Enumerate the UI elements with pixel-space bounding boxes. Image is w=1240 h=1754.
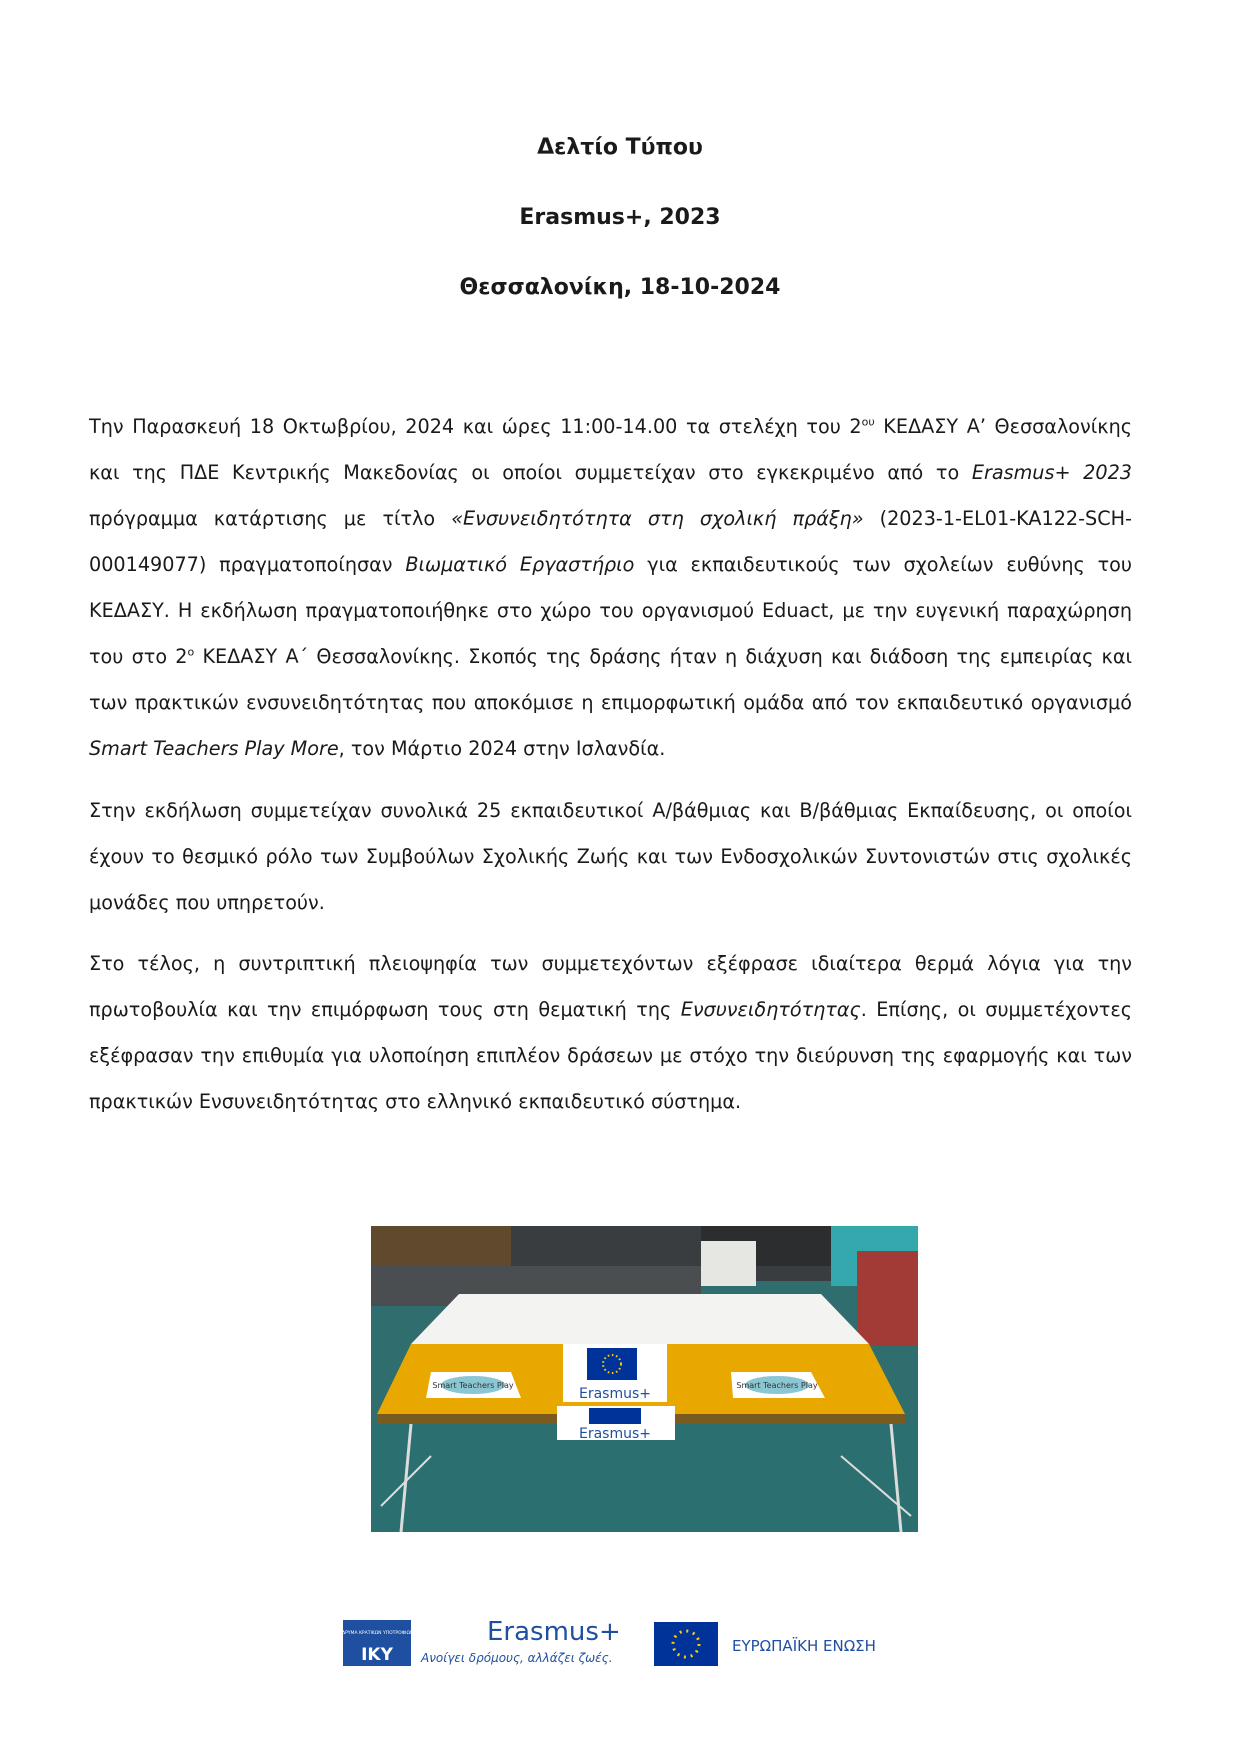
p1-italic-workshop: Βιωματικό Εργαστήριο xyxy=(405,553,635,576)
p1-italic-title: «Ενσυνειδητότητα στη σχολική πράξη» xyxy=(451,507,864,530)
p1-superscript-2: ο xyxy=(187,645,195,659)
iky-small-text: ΙΔΡΥΜΑ ΚΡΑΤΙΚΩΝ ΥΠΟΤΡΟΦΙΩΝ xyxy=(343,1631,414,1636)
paragraph-2: Στην εκδήλωση συμμετείχαν συνολικά 25 εκπαιδευτικοί Α/βάθμιας και Β/βάθμιας Εκπαίδευσης, οι οποίοι έχουν το θεσμικό ρόλο των Συμβούλων Σχολικής Ζωής και των Ενδοσχολικών Συντονιστών στις σχολικές μονάδες που υπηρετούν. xyxy=(89,799,1132,914)
p1-text-09: για εκπαιδευτικούς των σχολείων ευθύνης του ΚΕΔΑΣΥ. Η εκδήλωση πραγματοποιήθηκε στο χώρο του οργανισμού Eduact, με την ευγενική παραχώρηση του στο 2 xyxy=(89,553,1132,668)
p1-italic-erasmus: Erasmus+ 2023 xyxy=(971,461,1133,484)
badge-right-label: Smart Teachers Play xyxy=(736,1381,818,1390)
footer-logos xyxy=(343,1612,883,1672)
badge-left-label: Smart Teachers Play xyxy=(432,1381,514,1390)
paragraph-1 xyxy=(89,404,1132,772)
photo-erasmus-label-2: Erasmus+ xyxy=(578,1426,652,1442)
document-title: Δελτίο Τύπου xyxy=(537,135,703,160)
p3-text-3: . Επίσης, οι συμμετέχοντες εξέφρασαν την επιθυμία για υλοποίηση επιπλέον δράσεων με στόχο την διεύρυνση της εφαρμογής και των πρακτικών Ενσυνειδητότητας στο ελληνικό εκπαιδευτικό σύστημα. xyxy=(89,998,1132,1113)
p3-italic-mindfulness: Ενσυνειδητότητας xyxy=(680,998,861,1021)
p1-text-11: ΚΕΔΑΣΥ Α΄ Θεσσαλονίκης. Σκοπός της δράσης ήταν η διάχυση και διάδοση της εμπειρίας και των πρακτικών ενσυνειδητότητας που αποκόμισε η επιμορφωτική ομάδα από τον εκπαιδευτικό οργανισμό xyxy=(89,645,1132,714)
p1-superscript-1: ου xyxy=(861,415,875,429)
erasmus-slogan: Ανοίγει δρόμους, αλλάζει ζωές. xyxy=(421,1651,613,1665)
photo-erasmus-label-1: Erasmus+ xyxy=(578,1386,652,1402)
eu-flag-icon xyxy=(654,1622,718,1666)
erasmus-logo-title: Erasmus+ xyxy=(487,1617,621,1647)
p1-text-05: πρόγραμμα κατάρτισης με τίτλο xyxy=(89,507,452,530)
place-date-heading: Θεσσαλονίκη, 18-10-2024 xyxy=(459,275,781,300)
p1-text-07: (2023-1-EL01-KA122-SCH-000149077) πραγματοποίησαν xyxy=(89,507,1132,576)
p1-text-13: , τον Μάρτιο 2024 στην Ισλανδία. xyxy=(338,737,666,760)
eu-label: ΕΥΡΩΠΑΪΚΗ ΕΝΩΣΗ xyxy=(732,1637,876,1655)
event-photo xyxy=(371,1226,918,1532)
iky-label: IKY xyxy=(361,1645,393,1665)
paragraph-3 xyxy=(89,941,1132,1125)
p1-text-03: ΚΕΔΑΣΥ Α’ Θεσσαλονίκης και της ΠΔΕ Κεντρικής Μακεδονίας οι οποίοι συμμετείχαν στο εγκεκριμένο από το xyxy=(89,415,1132,484)
iky-logo xyxy=(343,1620,413,1666)
p1-text-01: Την Παρασκευή 18 Οκτωβρίου, 2024 και ώρες 11:00-14.00 τα στελέχη του 2 xyxy=(89,415,862,438)
p3-text-1: Στο τέλος, η συντριπτική πλειοψηφία των συμμετεχόντων εξέφρασε ιδιαίτερα θερμά λόγια για την πρωτοβουλία και την επιμόρφωση τους στη θεματική της xyxy=(89,952,1132,1021)
p1-italic-organisation: Smart Teachers Play More xyxy=(89,737,339,760)
program-heading: Erasmus+, 2023 xyxy=(519,205,721,230)
